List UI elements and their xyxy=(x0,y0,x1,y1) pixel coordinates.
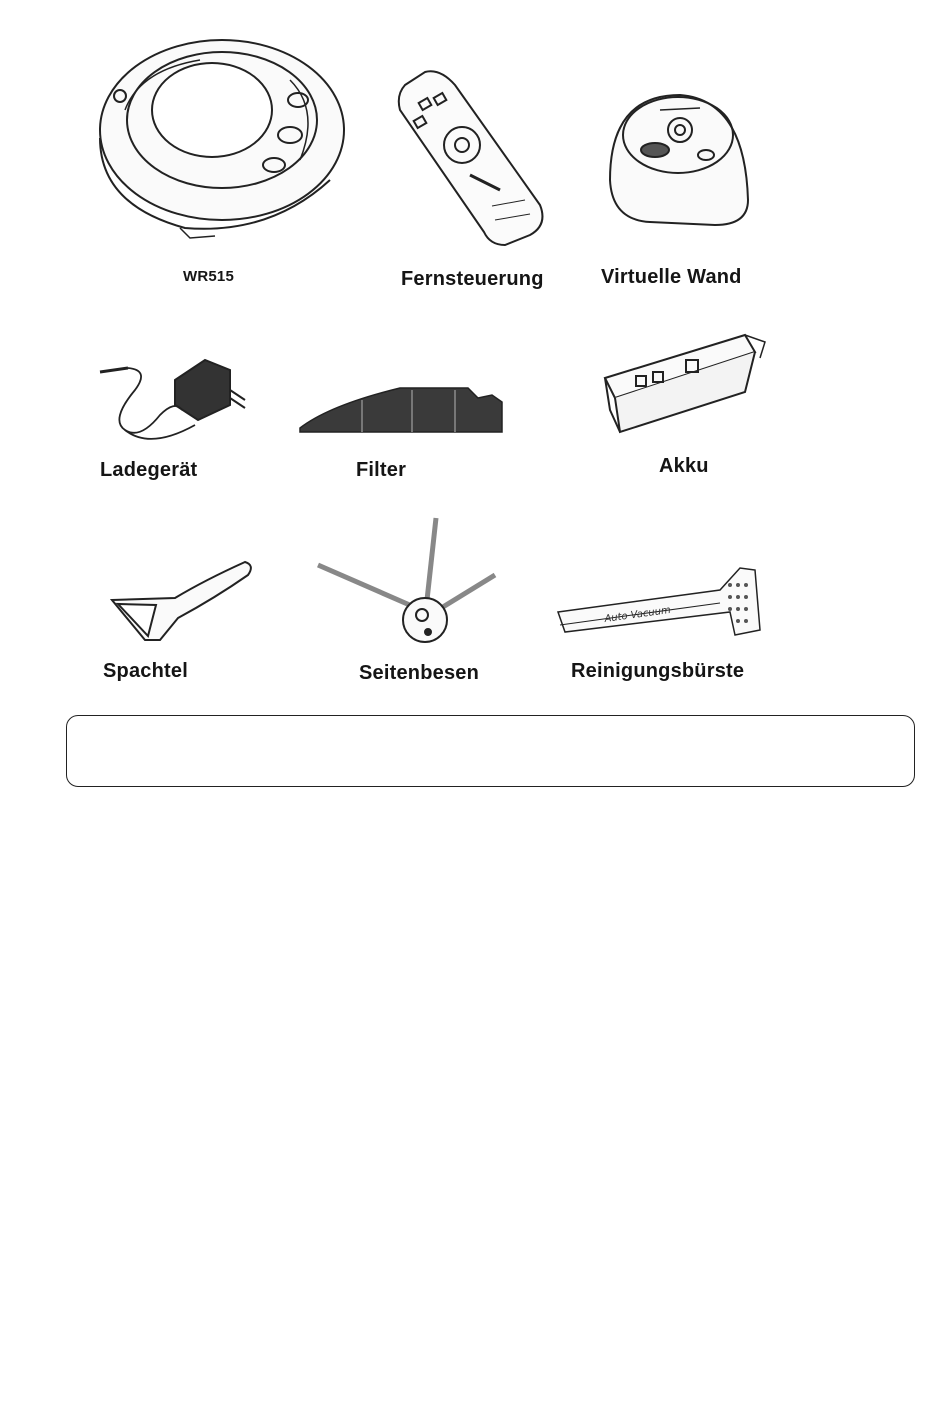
label-filter: Filter xyxy=(356,459,407,481)
label-remote: Fernsteuerung xyxy=(401,268,544,290)
label-wall: Virtuelle Wand xyxy=(601,266,742,288)
label-battery: Akku xyxy=(659,455,709,477)
label-spatula: Spachtel xyxy=(103,660,188,682)
cleaning-brush-icon xyxy=(0,0,950,700)
note-box xyxy=(66,715,915,787)
label-sidebrush: Seitenbesen xyxy=(359,662,480,684)
label-charger: Ladegerät xyxy=(100,459,198,481)
label-cleaningbrush: Reinigungsbürste xyxy=(571,660,745,682)
label-robot: WR515 xyxy=(183,268,235,285)
brush-engraving: Auto Vacuum xyxy=(603,604,672,625)
